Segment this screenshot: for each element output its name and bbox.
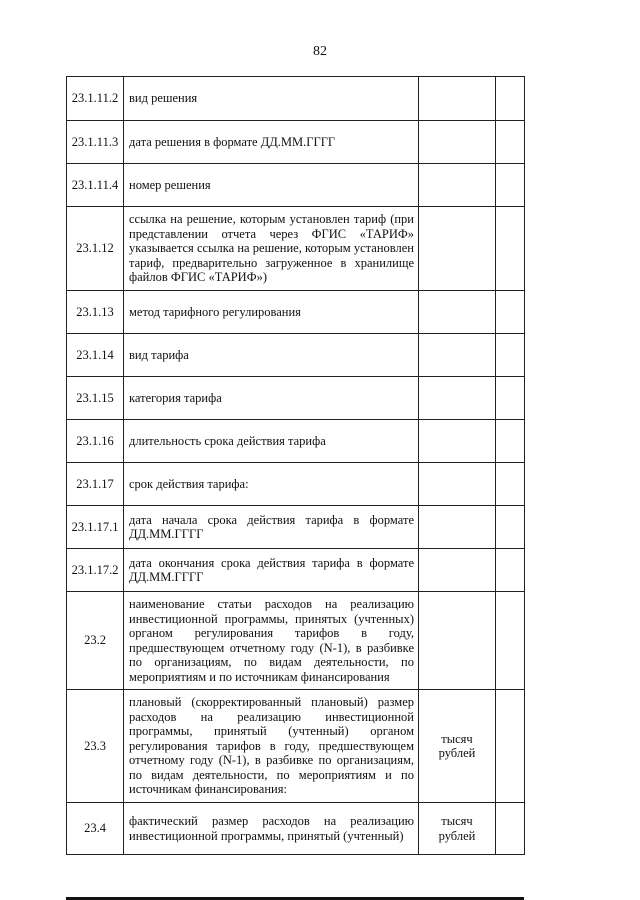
row-value (496, 803, 525, 855)
row-number: 23.3 (67, 690, 124, 803)
table-row (67, 420, 525, 463)
row-unit: тысяч рублей (419, 803, 496, 855)
row-value (496, 506, 525, 549)
row-description: длительность срока действия тарифа (124, 420, 419, 463)
row-value (496, 291, 525, 334)
row-unit (419, 164, 496, 207)
row-unit: тысяч рублей (419, 690, 496, 803)
table-row (67, 506, 525, 549)
row-unit (419, 77, 496, 121)
tariff-fields-table (66, 76, 525, 855)
row-description: дата решения в формате ДД.ММ.ГГГГ (124, 121, 419, 164)
row-value (496, 690, 525, 803)
table-row (67, 377, 525, 420)
row-description: фактический размер расходов на реализацию инвестиционной программы, принятый (учтенный) (124, 803, 419, 855)
row-unit (419, 207, 496, 291)
table-row (67, 121, 525, 164)
row-number: 23.1.11.4 (67, 164, 124, 207)
row-description: срок действия тарифа: (124, 463, 419, 506)
table-row (67, 164, 525, 207)
row-number: 23.1.13 (67, 291, 124, 334)
row-value (496, 164, 525, 207)
row-description: категория тарифа (124, 377, 419, 420)
row-unit (419, 592, 496, 690)
row-description: ссылка на решение, которым установлен тариф (при представлении отчета через ФГИС «ТАРИФ» указывается ссылка на решение, которым установлен тариф, предварительно загруженное в хранилище файлов ФГИС «ТАРИФ») (124, 207, 419, 291)
row-value (496, 463, 525, 506)
table-row (67, 690, 525, 803)
row-unit (419, 549, 496, 592)
row-unit (419, 121, 496, 164)
row-value (496, 549, 525, 592)
row-number: 23.1.17 (67, 463, 124, 506)
row-unit (419, 420, 496, 463)
table-row (67, 592, 525, 690)
row-number: 23.1.12 (67, 207, 124, 291)
table-row (67, 207, 525, 291)
row-value (496, 377, 525, 420)
table-row (67, 549, 525, 592)
row-value (496, 592, 525, 690)
table-row (67, 803, 525, 855)
page-number: 82 (313, 44, 327, 59)
row-unit (419, 377, 496, 420)
row-description: дата окончания срока действия тарифа в формате ДД.ММ.ГГГГ (124, 549, 419, 592)
table-row (67, 291, 525, 334)
row-number: 23.2 (67, 592, 124, 690)
row-number: 23.1.17.1 (67, 506, 124, 549)
row-number: 23.1.17.2 (67, 549, 124, 592)
table-row (67, 463, 525, 506)
row-number: 23.1.11.3 (67, 121, 124, 164)
row-value (496, 121, 525, 164)
row-unit (419, 334, 496, 377)
row-number: 23.1.11.2 (67, 77, 124, 121)
row-description: дата начала срока действия тарифа в формате ДД.ММ.ГГГГ (124, 506, 419, 549)
row-value (496, 334, 525, 377)
row-number: 23.1.15 (67, 377, 124, 420)
row-description: наименование статьи расходов на реализацию инвестиционной программы, принятых (учтенных) органом регулирования тарифов в году, предшествующем отчетному году (N-1), в разбивке по организациям, по видам деятельности, по мероприятиям и по источникам финансирования (124, 592, 419, 690)
row-unit (419, 291, 496, 334)
row-number: 23.1.14 (67, 334, 124, 377)
table-row (67, 334, 525, 377)
row-description: вид решения (124, 77, 419, 121)
row-value (496, 77, 525, 121)
row-unit (419, 506, 496, 549)
table-row (67, 77, 525, 121)
row-description: вид тарифа (124, 334, 419, 377)
row-value (496, 207, 525, 291)
row-number: 23.1.16 (67, 420, 124, 463)
row-description: плановый (скорректированный плановый) размер расходов на реализацию инвестиционной программы, принятый (учтенный) органом регулирования тарифов в году, предшествующем отчетному году (N-1), в разбивке по организациям, по видам деятельности, по мероприятиям и по источникам финансирования: (124, 690, 419, 803)
row-unit (419, 463, 496, 506)
row-value (496, 420, 525, 463)
row-number: 23.4 (67, 803, 124, 855)
row-description: метод тарифного регулирования (124, 291, 419, 334)
row-description: номер решения (124, 164, 419, 207)
